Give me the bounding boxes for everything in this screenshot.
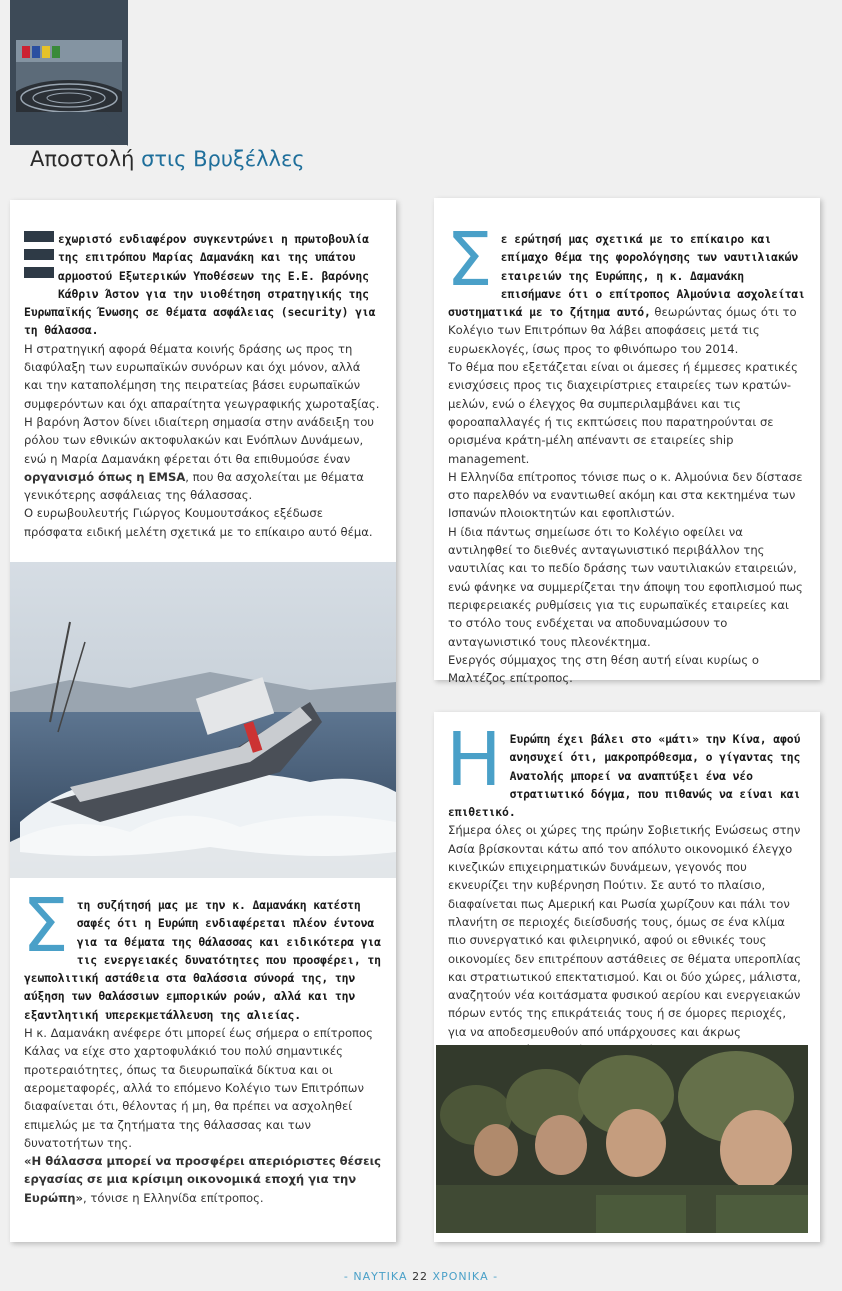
article-paragraph: Η κ. Δαμανάκη ανέφερε ότι μπορεί έως σήμερα ο επίτροπος Κάλας να είχε στο χαρτοφυλάκιό του πολύ σημαντικές προτεραιότητες, όπως τα διευρωπαϊκά δίκτυα και οι αερομεταφορές, αλλά το επόμενο Κολέγιο των Επιτρόπων διαφαίνεται ότι, θέλοντας ή μη, θα πρέπει να ασχοληθεί επιμελώς με τα ζητήματα της θάλασσας και των δυνατοτήτων της.: [24, 1026, 373, 1150]
article-paragraph: Ενεργός σύμμαχος της στη θέση αυτή είναι κυρίως ο Μαλτέζος επίτροπος.: [448, 652, 759, 686]
article-china: [446, 717, 805, 1059]
article-lead: εχωριστό ενδιαφέρον συγκεντρώνει η πρωτοβουλία της επιτρόπου Μαρίας Δαμανάκη και της υπάτου αρμοστού Εξωτερικών Υποθέσεων της Ε.Ε. βαρόνης Κάθριν Άστον για την υιοθέτηση στρατηγικής της Ευρωπαϊκής Ένωσης σε θέματα ασφάλειας (security) για τη θάλασσα.: [24, 232, 376, 338]
article-paragraph: Η βαρόνη Άστον δίνει ιδιαίτερη σημασία στην ανάδειξη του ρόλου των εθνικών ακτοφυλακών και Ενόπλων Δυνάμεων, ενώ η Μαρία Δαμανάκη φέρεται ότι θα επιθυμούσε έναν οργανισμό όπως η EMSA, που θα ασχολείται με θέματα γενικότερης ασφάλειας της θάλασσας.: [24, 414, 375, 503]
article-paragraph: Το θέμα που εξετάζεται είναι οι άμεσες ή έμμεσες κρατικές ενισχύσεις προς τις διαχειρίστριες εταιρείες των κρατών-μελών, ενώ ο έλεγχος θα συμπεριλαμβάνει και τις φοροαπαλλαγές ή τις εκπτώσεις που παρατηρούνται σε ορισμένα κράτη-μέλη απέναντι σε εταιρείες ship management.: [448, 360, 798, 466]
soldiers-photo: [436, 1045, 808, 1233]
dropcap-letter: Σ: [446, 217, 493, 303]
article-embassy: [24, 230, 381, 541]
dropcap-letter: Η: [446, 717, 502, 803]
article-lead: ε ερώτησή μας σχετικά με το επίκαιρο και επίμαχο θέμα της φορολόγησης των ναυτιλιακών εταιρειών της Ευρώπης, η κ. Δαμανάκη επισήμανε ότι ο επίτροπος Αλμούνια ασχολείται συστηματικά με το ζήτημα αυτό, θεωρώντας όμως ότι το Κολέγιο των Επιτρόπων θα λάβει αποφάσεις μετά τις ευρωεκλογές, ίσως προς το φθινόπωρο του 2014.: [448, 232, 805, 356]
page-footer: - ΝΑΥΤΙΚΑ 22 ΧΡΟΝΙΚΑ -: [343, 1270, 499, 1283]
article-paragraph: Η ίδια πάντως σημείωσε ότι το Κολέγιο οφείλει να αντιληφθεί το διεθνές ανταγωνιστικό περιβάλλον της ναυτιλίας και το πεδίο δράσης των ναυτιλιακών εταιρειών, ενώ φάνηκε να συμμερίζεται την άποψη του εφοπλισμού πως περιφερειακές ρυθμίσεις για τις ευρωπαϊκές εταιρείες και το στόλο τους ενδέχεται να αποδυναμώσουν το ανταγωνιστικό τους πλεονέκτημα.: [448, 524, 803, 649]
coast-guard-boat-photo: [10, 562, 396, 878]
article-lead: τη συζήτησή μας με την κ. Δαμανάκη κατέστη σαφές ότι η Ευρώπη ενδιαφέρεται πλέον έντονα για τα θέματα της θάλασσας και ειδικότερα για τις ενεργειακές δυνατότητες που προσφέρει, τη γεωπολιτική αστάθεια στα θαλάσσια σύνορά της, την αύξηση των θαλάσσιων εμπορικών ροών, αλλά και την εξαντλητική υπερεκμετάλλευση της αλιείας.: [24, 898, 381, 1022]
article-lead: Ευρώπη έχει βάλει στο «μάτι» την Κίνα, αφού ανησυχεί ότι, μακροπρόθεσμα, ο γίγαντας της Ανατολής μπορεί να αναπτύξει ένα νέο στρατιωτικό δόγμα, που πιθανώς να είναι και επιθετικό.: [448, 732, 801, 820]
article-paragraph: Σήμερα όλες οι χώρες της πρώην Σοβιετικής Ενώσεως στην Ασία βρίσκονται κάτω από τον απόλυτο οικονομικό έλεγχο κινεζικών επιχειρηματικών δυνάμεων, γεγονός που εκνευρίζει την κυβέρνηση Πούτιν. Σε αυτό το πλαίσιο, διαφαίνεται πως Αμερική και Ρωσία χωρίζουν και πάλι τον πλανήτη σε περιοχές διείσδυσής τους, όμως σε ένα κλίμα πιο συνεργατικό και φιλειρηνικό, αφού οι εθνικές τους οικονομίες δεν επιτρέπουν αστάθειες σε θέματα υπεροπλίας και στρατιωτικού επεκτατισμού. Και οι δύο χώρες, μάλιστα, αναζητούν νέα κοιτάσματα φυσικού αερίου και ενεργειακών πόρων εντός της επικράτειάς τους ή σε όμορες περιοχές, για να αποδεσμευθούν από υπάρχουσες και άκρως: [448, 823, 802, 1039]
article-paragraph: Η Ελληνίδα επίτροπος τόνισε πως ο κ. Αλμούνια δεν δίστασε στο παρελθόν να εναντιωθεί ακόμη και στα κεκτημένα των Ισπανών πλοιοκτητών και εφοπλιστών.: [448, 469, 803, 521]
article-paragraph: Η στρατηγική αφορά θέματα κοινής δράσης ως προς τη διαφύλαξη των ευρωπαϊκών συνόρων και όχι μόνον, αλλά και την καταπολέμηση της πειρατείας βάσει ευρωπαϊκών συμφερόντων και όχι απαραίτητα γεωγραφικής χωροταξίας.: [24, 341, 380, 411]
article-taxation: [446, 217, 805, 687]
dropcap-bar-icon: [24, 231, 54, 285]
dropcap-letter: Σ: [22, 883, 69, 969]
article-paragraph: Ο ευρωβουλευτής Γιώργος Κουμουτσάκος εξέδωσε πρόσφατα ειδική μελέτη σχετικά με το επίκαιρο αυτό θέμα.: [24, 506, 373, 539]
parliament-thumbnail-image: [16, 40, 122, 112]
section-title: Αποστολή στις Βρυξέλλες: [30, 147, 305, 171]
article-energy: [22, 883, 381, 1207]
header-corner-notch: [100, 118, 128, 146]
article-quote: «Η θάλασσα μπορεί να προσφέρει απεριόριστες θέσεις εργασίας σε μια κρίσιμη οικονομικά εποχή για την Ευρώπη», τόνισε η Ελληνίδα επίτροπος.: [24, 1154, 381, 1205]
page-number: 22: [412, 1270, 429, 1283]
